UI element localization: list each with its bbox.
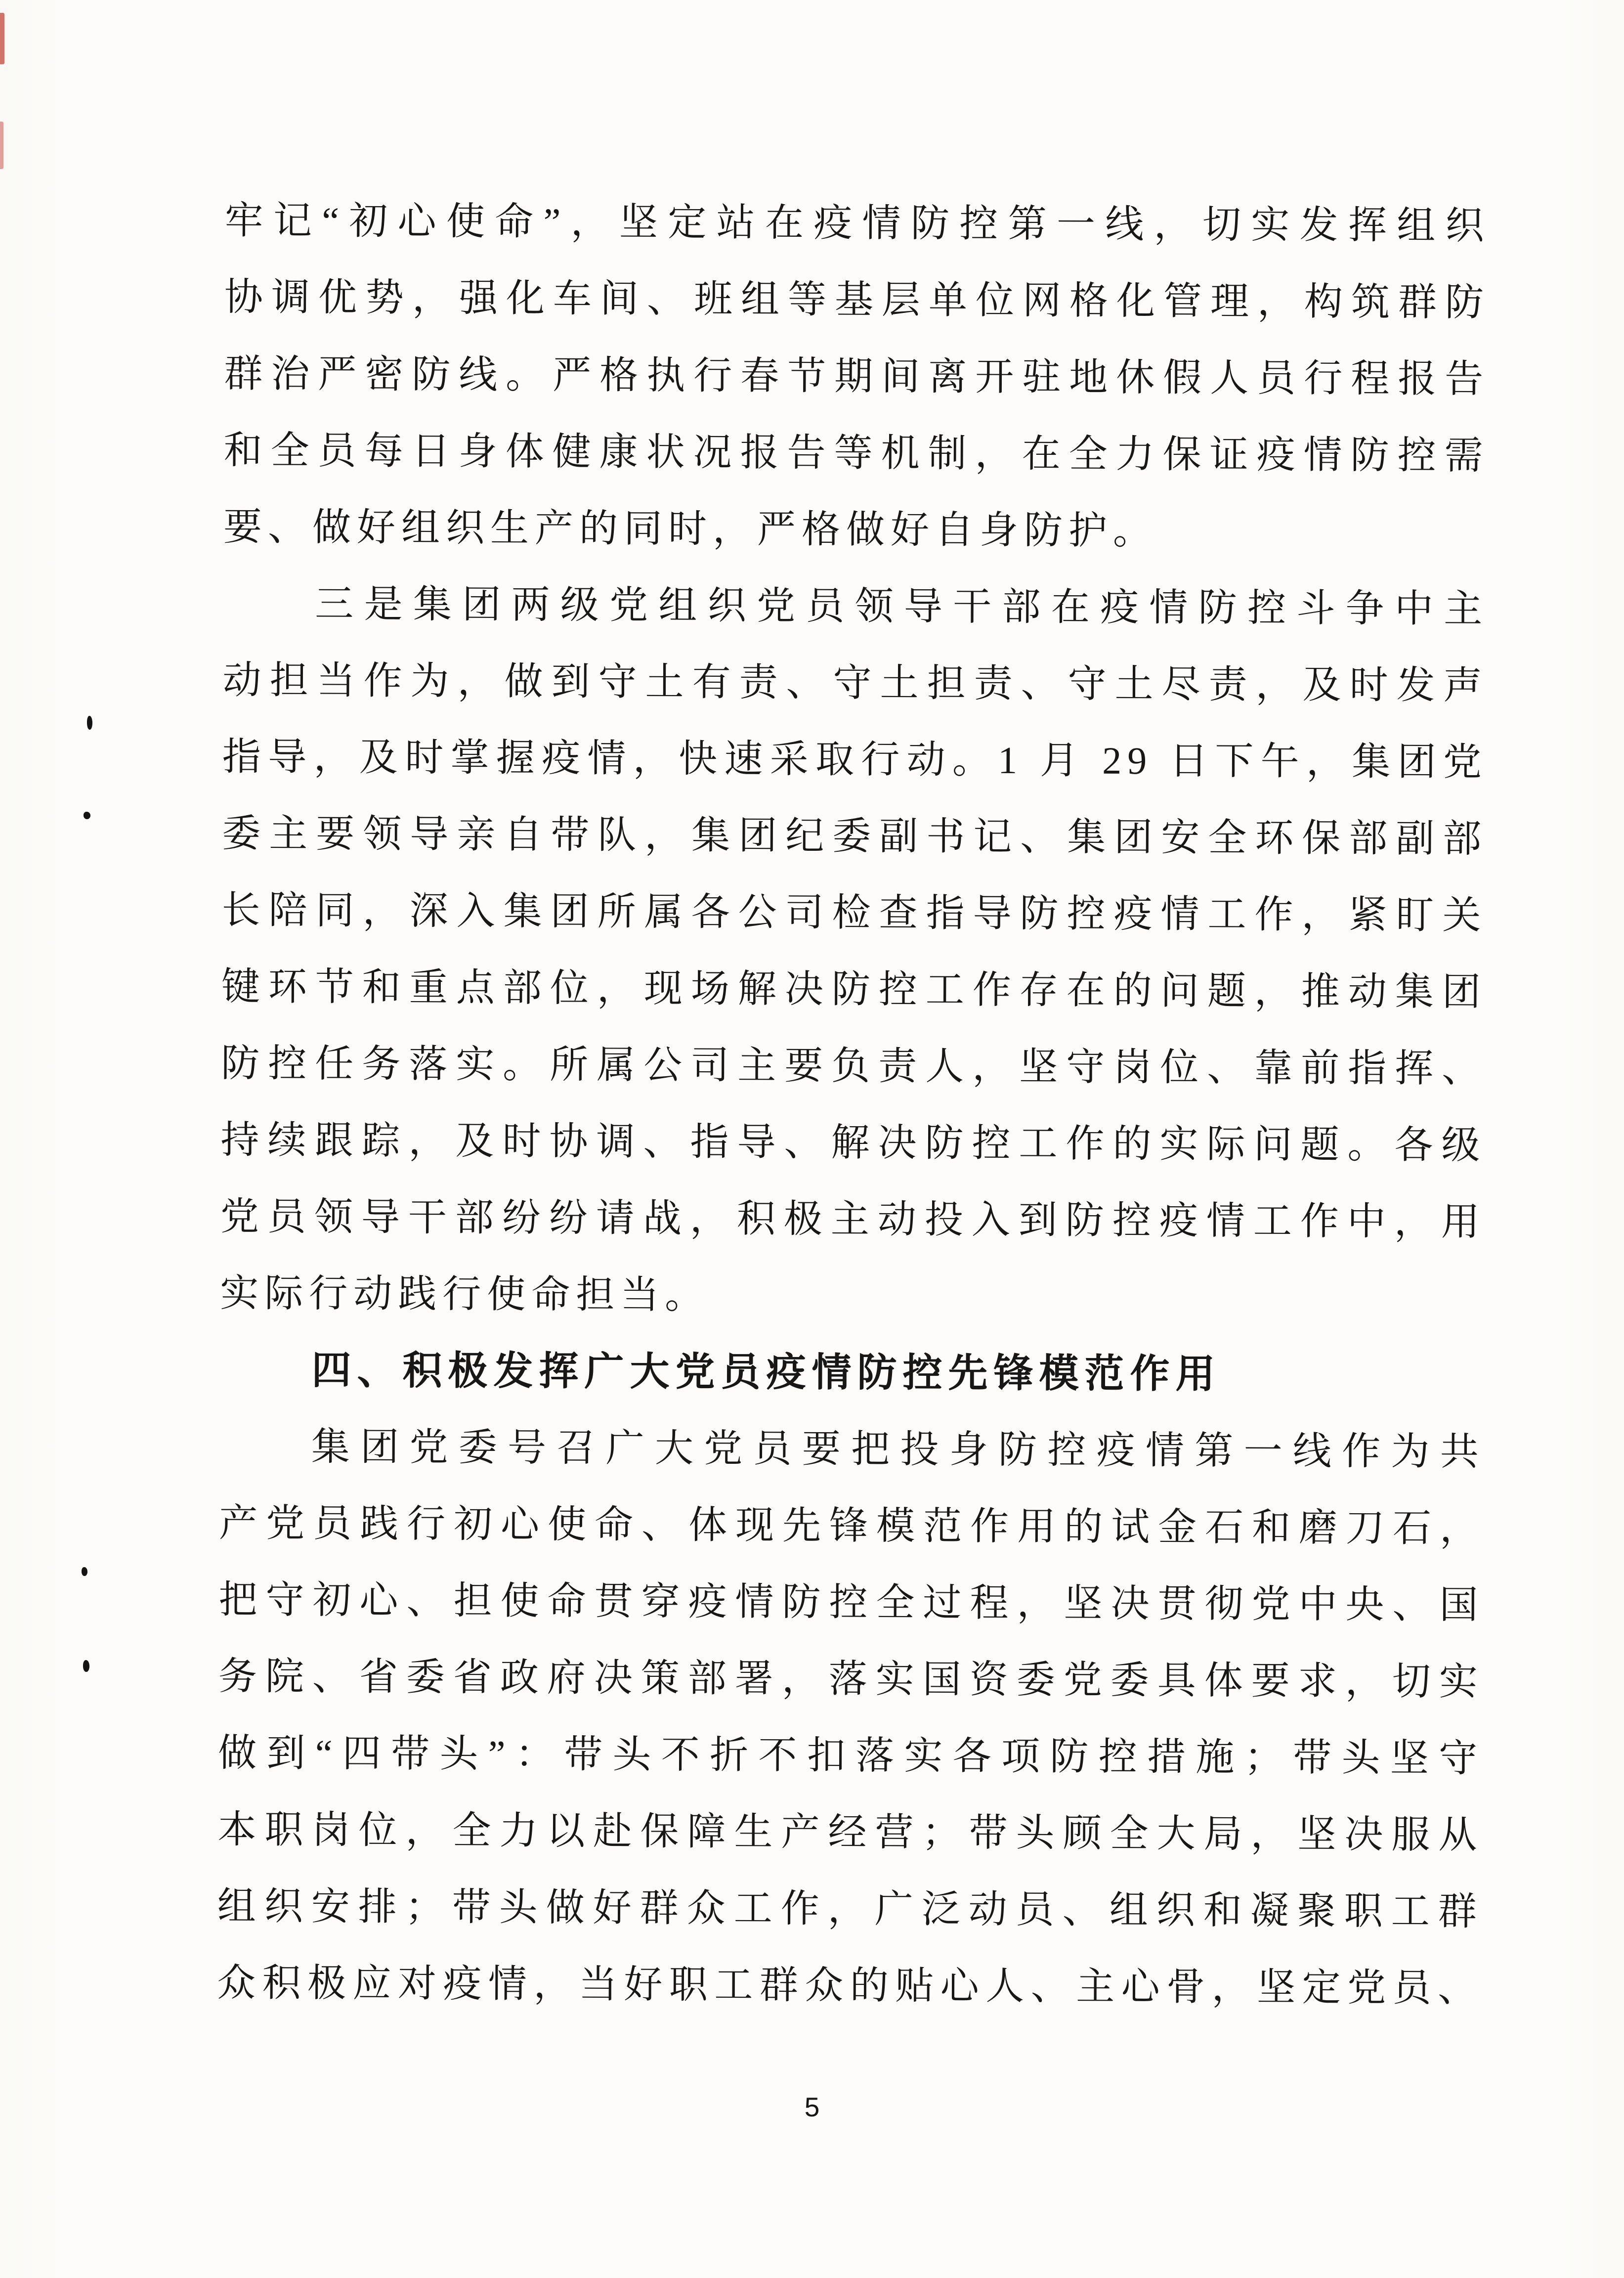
text-line: 党员领导干部纷纷请战，积极主动投入到防控疫情工作中，用 [220,1194,1486,1244]
text-line: 把守初心、担使命贯穿疫情防控全过程，坚决贯彻党中央、国 [218,1577,1484,1627]
text-line: 三是集团两级党组织党员领导干部在疫情防控斗争中主 [315,582,1489,631]
text-line: 本职岗位，全力以赴保障生产经营；带头顾全大局，坚决服从 [217,1807,1483,1857]
text-line: 动担当作为，做到守土有责、守土担责、守土尽责，及时发声 [222,658,1488,707]
text-line: 持续跟踪，及时协调、指导、解决防控工作的实际问题。各级 [220,1118,1486,1167]
text-line: 众积极应对疫情，当好职工群众的贴心人、主心骨，坚定党员、 [216,1961,1483,2010]
page-number: 5 [804,2092,820,2122]
text-line: 集团党委号召广大党员要把投身防控疫情第一线作为共 [311,1425,1485,1474]
text-line: 要、做好组织生产的同时，严格做好自身防护。 [223,505,1158,553]
text-line: 牢记“初心使命”，坚定站在疫情防控第一线，切实发挥组织 [224,198,1490,248]
text-line: 指导，及时掌握疫情，快速采取行动。1 月 29 日下午，集团党 [222,735,1488,784]
text-line: 长陪同，深入集团所属各公司检查指导防控疫情工作，紧盯关 [221,888,1487,937]
ink-speck [84,812,90,819]
section-heading: 四、积极发挥广大党员疫情防控先锋模范作用 [311,1348,1221,1396]
ink-speck [83,1660,89,1672]
document-text-block [217,182,1490,2026]
text-line: 防控任务落实。所属公司主要负责人，坚守岗位、靠前指挥、 [221,1041,1487,1091]
text-line: 委主要领导亲自带队，集团纪委副书记、集团安全环保部副部 [222,811,1488,861]
text-line: 协调优势，强化车间、班组等基层单位网格化管理，构筑群防 [224,275,1490,324]
text-line: 群治严密防线。严格执行春节期间离开驻地休假人员行程报告 [224,351,1490,401]
text-line: 组织安排；带头做好群众工作，广泛动员、组织和凝聚职工群 [217,1884,1483,1933]
text-line: 务院、省委省政府决策部署，落实国资委党委具体要求，切实 [218,1654,1484,1704]
ink-speck [87,716,92,730]
text-line: 实际行动践行使命担当。 [220,1271,710,1317]
text-line: 和全员每日身体健康状况报告等机制，在全力保证疫情防控需 [223,428,1489,478]
text-line: 键环节和重点部位，现场解决防控工作存在的问题，推动集团 [221,964,1487,1014]
text-line: 产党员践行初心使命、体现先锋模范作用的试金石和磨刀石， [218,1501,1485,1550]
ink-speck [82,1567,87,1576]
text-line: 做到“四带头”：带头不折不扣落实各项防控措施；带头坚守 [217,1731,1484,1780]
red-edge-mark [0,122,3,169]
red-edge-mark [0,13,4,64]
